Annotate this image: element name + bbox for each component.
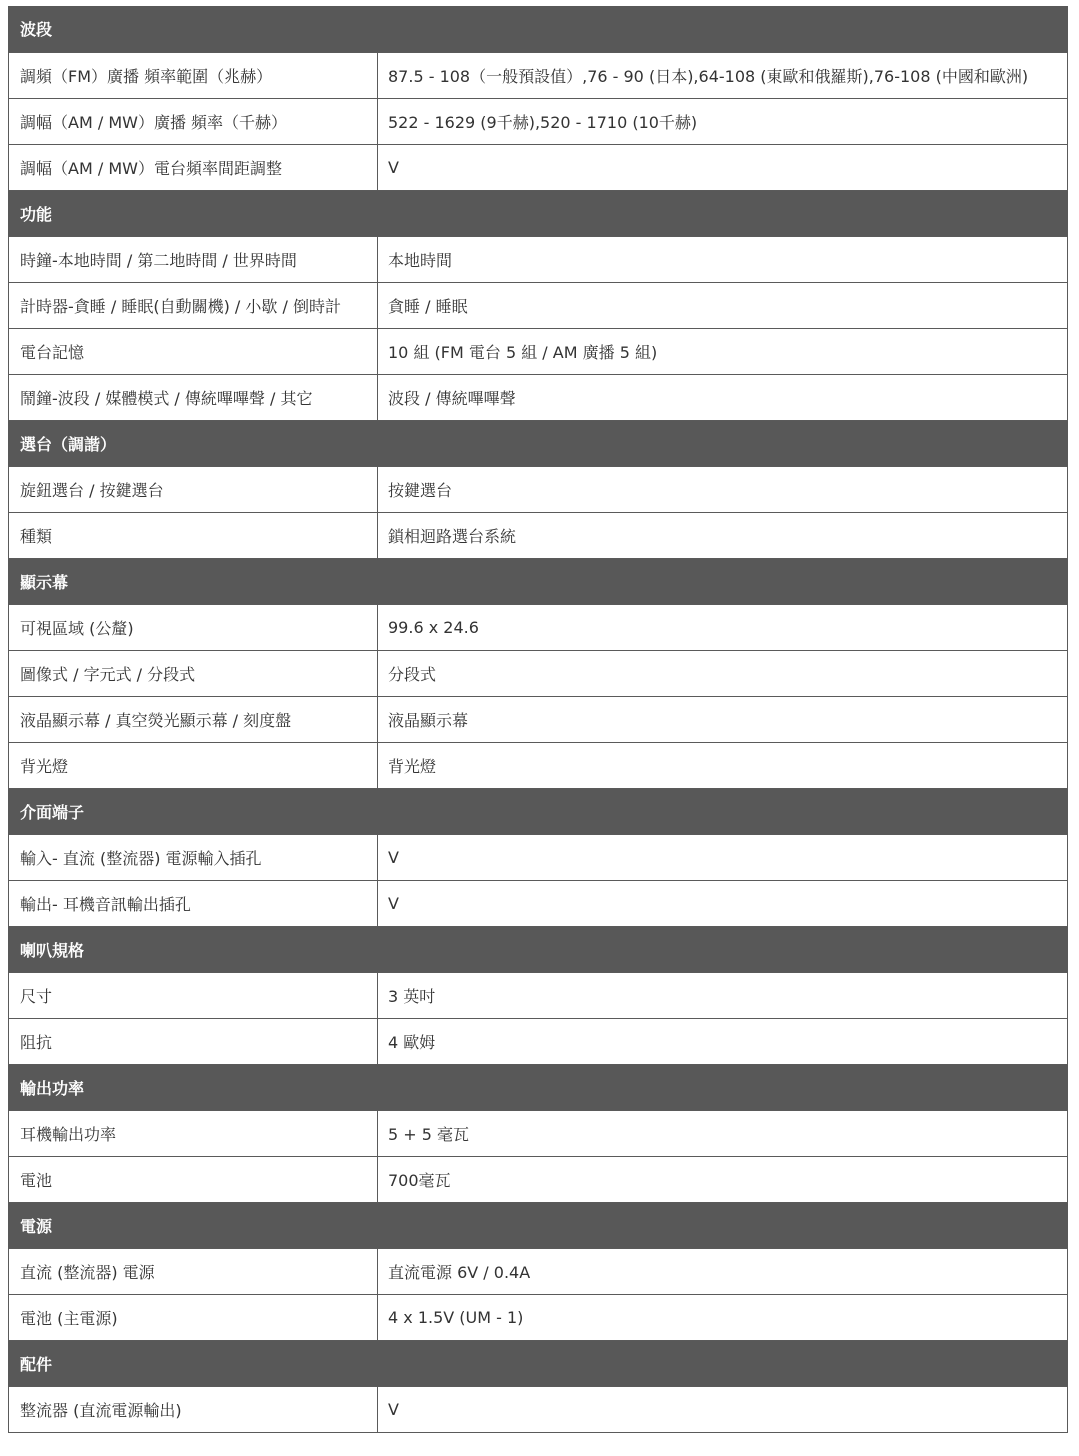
table-row — [9, 696, 1068, 742]
spec-value: 5 + 5 毫瓦 — [378, 1110, 1068, 1156]
spec-label: 種類 — [9, 512, 378, 558]
spec-label: 電池 — [9, 1156, 378, 1202]
table-row — [9, 1294, 1068, 1340]
spec-value: V — [378, 834, 1068, 880]
spec-value: 鎖相迴路選台系統 — [378, 512, 1068, 558]
spec-label: 調幅（AM / MW）廣播 頻率（千赫） — [9, 98, 378, 144]
table-row — [9, 236, 1068, 282]
table-row — [9, 282, 1068, 328]
table-row — [9, 1018, 1068, 1064]
section-header — [9, 788, 1068, 834]
spec-value: 4 x 1.5V (UM - 1) — [378, 1294, 1068, 1340]
spec-value: 99.6 x 24.6 — [378, 604, 1068, 650]
spec-value: 3 英吋 — [378, 972, 1068, 1018]
table-row — [9, 1248, 1068, 1294]
spec-label: 時鐘-本地時間 / 第二地時間 / 世界時間 — [9, 236, 378, 282]
table-row — [9, 880, 1068, 926]
section-title: 配件 — [9, 1340, 1068, 1386]
table-row — [9, 466, 1068, 512]
table-row — [9, 1386, 1068, 1432]
spec-label: 直流 (整流器) 電源 — [9, 1248, 378, 1294]
spec-value: V — [378, 880, 1068, 926]
spec-label: 耳機輸出功率 — [9, 1110, 378, 1156]
spec-label: 電台記憶 — [9, 328, 378, 374]
spec-label: 可視區域 (公釐) — [9, 604, 378, 650]
spec-label: 整流器 (直流電源輸出) — [9, 1386, 378, 1432]
spec-label: 鬧鐘-波段 / 媒體模式 / 傳統嗶嗶聲 / 其它 — [9, 374, 378, 420]
spec-value: V — [378, 1386, 1068, 1432]
spec-value: 87.5 - 108（一般預設值）,76 - 90 (日本),64-108 (東歐和俄羅斯),76-108 (中國和歐洲) — [378, 52, 1068, 98]
spec-table-body — [9, 6, 1068, 1432]
spec-label: 背光燈 — [9, 742, 378, 788]
table-row — [9, 328, 1068, 374]
spec-label: 調頻（FM）廣播 頻率範圍（兆赫） — [9, 52, 378, 98]
table-row — [9, 52, 1068, 98]
spec-value: 700毫瓦 — [378, 1156, 1068, 1202]
spec-label: 調幅（AM / MW）電台頻率間距調整 — [9, 144, 378, 190]
spec-value: 522 - 1629 (9千赫),520 - 1710 (10千赫) — [378, 98, 1068, 144]
table-row — [9, 98, 1068, 144]
spec-label: 圖像式 / 字元式 / 分段式 — [9, 650, 378, 696]
spec-value: 直流電源 6V / 0.4A — [378, 1248, 1068, 1294]
section-title: 輸出功率 — [9, 1064, 1068, 1110]
spec-table — [8, 6, 1068, 1433]
table-row — [9, 144, 1068, 190]
spec-label: 旋鈕選台 / 按鍵選台 — [9, 466, 378, 512]
section-title: 介面端子 — [9, 788, 1068, 834]
spec-value: V — [378, 144, 1068, 190]
spec-value: 背光燈 — [378, 742, 1068, 788]
section-header — [9, 190, 1068, 236]
spec-value: 液晶顯示幕 — [378, 696, 1068, 742]
section-header — [9, 926, 1068, 972]
spec-value: 波段 / 傳統嗶嗶聲 — [378, 374, 1068, 420]
spec-value: 按鍵選台 — [378, 466, 1068, 512]
spec-label: 計時器-貪睡 / 睡眠(自動關機) / 小歇 / 倒時計 — [9, 282, 378, 328]
section-title: 顯示幕 — [9, 558, 1068, 604]
table-row — [9, 604, 1068, 650]
spec-value: 分段式 — [378, 650, 1068, 696]
section-header — [9, 420, 1068, 466]
section-header — [9, 558, 1068, 604]
spec-label: 尺寸 — [9, 972, 378, 1018]
table-row — [9, 512, 1068, 558]
section-header — [9, 1064, 1068, 1110]
spec-label: 輸出- 耳機音訊輸出插孔 — [9, 880, 378, 926]
table-row — [9, 1156, 1068, 1202]
section-title: 喇叭規格 — [9, 926, 1068, 972]
section-title: 電源 — [9, 1202, 1068, 1248]
section-title: 功能 — [9, 190, 1068, 236]
spec-label: 液晶顯示幕 / 真空熒光顯示幕 / 刻度盤 — [9, 696, 378, 742]
spec-value: 10 組 (FM 電台 5 組 / AM 廣播 5 組) — [378, 328, 1068, 374]
table-row — [9, 972, 1068, 1018]
section-header — [9, 1202, 1068, 1248]
section-title: 選台（調諧） — [9, 420, 1068, 466]
spec-value: 貪睡 / 睡眠 — [378, 282, 1068, 328]
spec-label: 阻抗 — [9, 1018, 378, 1064]
section-header — [9, 1340, 1068, 1386]
table-row — [9, 374, 1068, 420]
table-row — [9, 742, 1068, 788]
table-row — [9, 834, 1068, 880]
table-row — [9, 650, 1068, 696]
section-title: 波段 — [9, 6, 1068, 52]
spec-value: 本地時間 — [378, 236, 1068, 282]
spec-value: 4 歐姆 — [378, 1018, 1068, 1064]
table-row — [9, 1110, 1068, 1156]
section-header — [9, 6, 1068, 52]
spec-label: 輸入- 直流 (整流器) 電源輸入插孔 — [9, 834, 378, 880]
spec-label: 電池 (主電源) — [9, 1294, 378, 1340]
